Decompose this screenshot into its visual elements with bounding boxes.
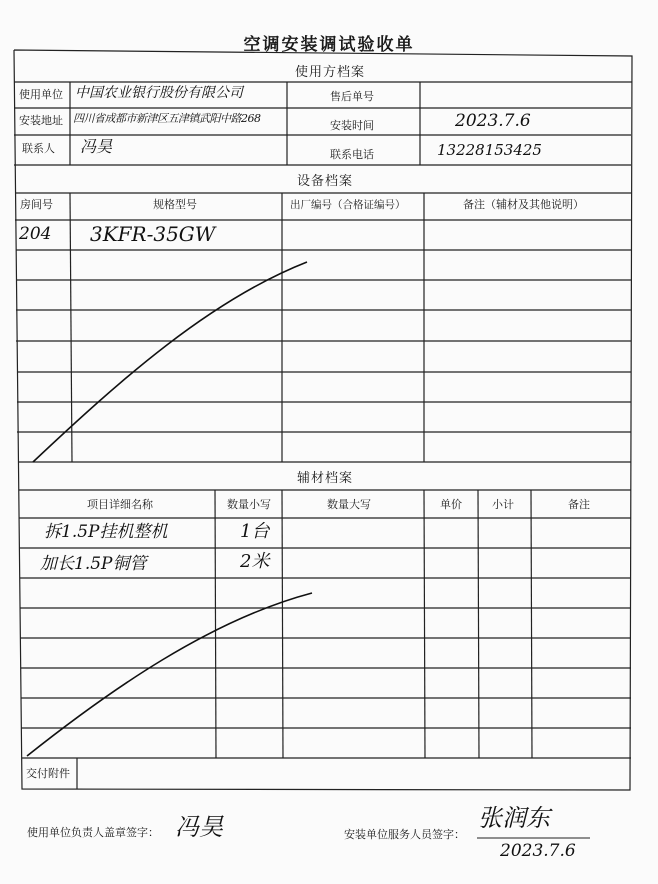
materials-col-qty: 数量小写 (227, 498, 271, 511)
install-time-value: 2023.7.6 (455, 111, 531, 131)
unit-label: 使用单位 (19, 88, 63, 101)
user-signature: 冯昊 (175, 813, 223, 841)
user-section-header: 使用方档案 (295, 65, 366, 80)
equipment-col-serial: 出厂编号（合格证编号） (290, 199, 406, 211)
material-row-2-name: 加长1.5P铜管 (40, 554, 147, 574)
contact-value: 冯昊 (80, 137, 113, 156)
phone-value: 13228153425 (437, 141, 542, 159)
material-row-1-qty: 1台 (240, 521, 270, 542)
equipment-model-value: 3KFR-35GW (90, 222, 216, 246)
form-title: 空调安装调试验收单 (243, 35, 415, 55)
materials-col-subtotal: 小计 (492, 498, 514, 511)
installer-signature-label: 安装单位服务人员签字： (344, 828, 465, 841)
materials-col-name: 项目详细名称 (87, 498, 153, 511)
material-row-1-name: 拆1.5P挂机整机 (44, 522, 168, 542)
contact-label: 联系人 (22, 142, 55, 155)
phone-label: 联系电话 (330, 148, 374, 161)
equipment-section-header: 设备档案 (297, 174, 354, 189)
address-value: 四川省成都市新津区五津镇武阳中路268 (73, 112, 261, 125)
sale-no-label: 售后单号 (330, 90, 374, 103)
attachment-label: 交付附件 (26, 767, 70, 780)
materials-col-qty-upper: 数量大写 (327, 498, 371, 511)
user-signature-label: 使用单位负责人盖章签字： (27, 826, 159, 839)
unit-value: 中国农业银行股份有限公司 (75, 85, 243, 101)
materials-section-header: 辅材档案 (297, 471, 354, 486)
equipment-col-note: 备注（辅材及其他说明） (463, 198, 584, 211)
materials-col-price: 单价 (440, 498, 462, 511)
installer-date: 2023.7.6 (500, 841, 576, 861)
install-time-label: 安装时间 (330, 119, 374, 132)
equipment-col-model: 规格型号 (153, 198, 197, 211)
equipment-room-value: 204 (19, 224, 52, 244)
address-label: 安装地址 (19, 114, 63, 127)
installer-signature: 张润东 (478, 804, 550, 832)
equipment-col-room: 房间号 (20, 198, 53, 211)
materials-col-note: 备注 (568, 498, 590, 511)
material-row-2-qty: 2米 (240, 551, 270, 572)
